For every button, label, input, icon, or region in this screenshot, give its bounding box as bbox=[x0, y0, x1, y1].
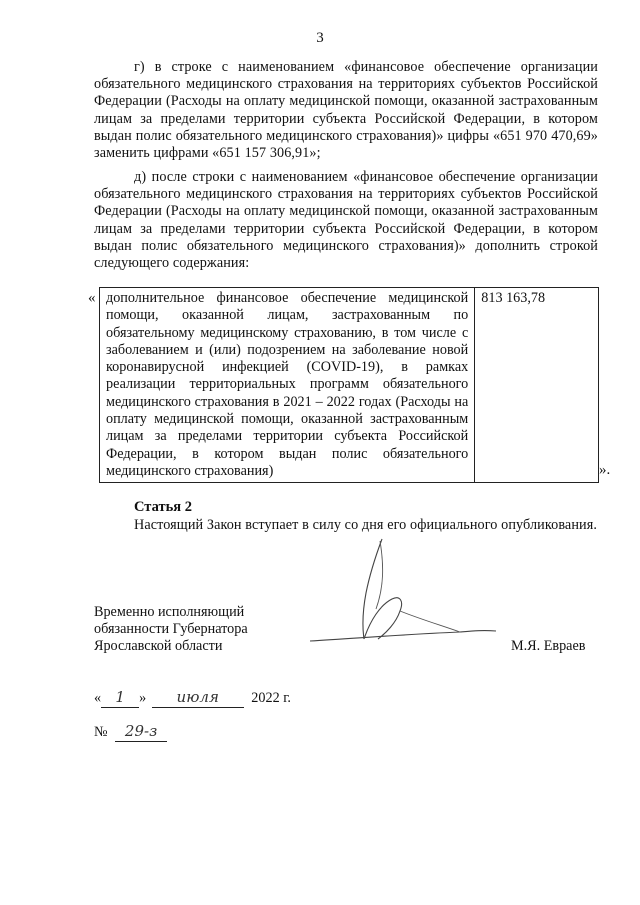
date-day: 1 bbox=[115, 688, 125, 706]
table-opening-quote: « bbox=[88, 290, 96, 306]
date-month-field bbox=[152, 688, 244, 708]
signing-date bbox=[94, 688, 291, 708]
inserted-row-table bbox=[99, 287, 599, 483]
date-close-quote: » bbox=[139, 690, 147, 706]
signatory-title-line: Ярославской области bbox=[94, 637, 223, 654]
date-open-quote: « bbox=[94, 690, 102, 706]
law-number-label: № bbox=[94, 724, 108, 740]
signer-name: М.Я. Евраев bbox=[511, 638, 586, 654]
handwritten-signature bbox=[300, 535, 500, 650]
amendment-paragraph-g: г) в строке с наименованием «финансовое обеспечение организации обязательного медицинского страхования на территориях субъектов Российской Федерации (Расходы на оплату медицинской помощи, оказанной застрахованным лицам за пределами территории субъекта Российской Федерации, в котором выдан полис обязательного медицинского страхования)» цифры «651 970 470,69» заменить цифрами «651 157 306,91»; bbox=[94, 59, 598, 162]
date-month: июля bbox=[176, 688, 219, 706]
row-amount-cell: 813 163,78 bbox=[475, 288, 599, 483]
law-number-field bbox=[115, 722, 167, 742]
page-number: 3 bbox=[316, 30, 324, 46]
amendment-paragraph-d: д) после строки с наименованием «финансовое обеспечение организации обязательного медицинского страхования на территориях субъектов Российской Федерации (Расходы на оплату медицинской помощи, оказанной застрахованным лицам за пределами территории субъекта Российской Федерации, в котором выдан полис обязательного медицинского страхования)» дополнить строкой следующего содержания: bbox=[94, 169, 598, 272]
law-number bbox=[94, 722, 167, 742]
date-day-field bbox=[101, 688, 139, 708]
law-entry-text: Настоящий Закон вступает в силу со дня его официального опубликования. bbox=[134, 517, 597, 533]
row-description-cell: дополнительное финансовое обеспечение медицинской помощи, оказанной лицам, застрахованным по обязательному медицинскому страхованию, в том числе с заболеванием и (или) подозрением на заболевание новой коронавирусной инфекцией (COVID-19), в рамках реализации территориальных программ обязательного медицинского страхования в 2021 – 2022 годах (Расходы на оплату медицинской помощи, оказанной застрахованным лицам за пределами территории субъекта Российской Федерации, в котором выдан полис обязательного медицинского страхования) bbox=[100, 288, 475, 483]
table-closing-quote: ». bbox=[599, 462, 611, 478]
signatory-title-line: обязанности Губернатора bbox=[94, 620, 248, 637]
signatory-title-line: Временно исполняющий bbox=[94, 604, 245, 620]
article-heading: Статья 2 bbox=[134, 499, 192, 515]
law-number-value: 29-з bbox=[124, 722, 158, 740]
table-row bbox=[100, 288, 599, 483]
date-year: 2022 г. bbox=[251, 690, 291, 706]
signatory-title bbox=[94, 604, 248, 654]
